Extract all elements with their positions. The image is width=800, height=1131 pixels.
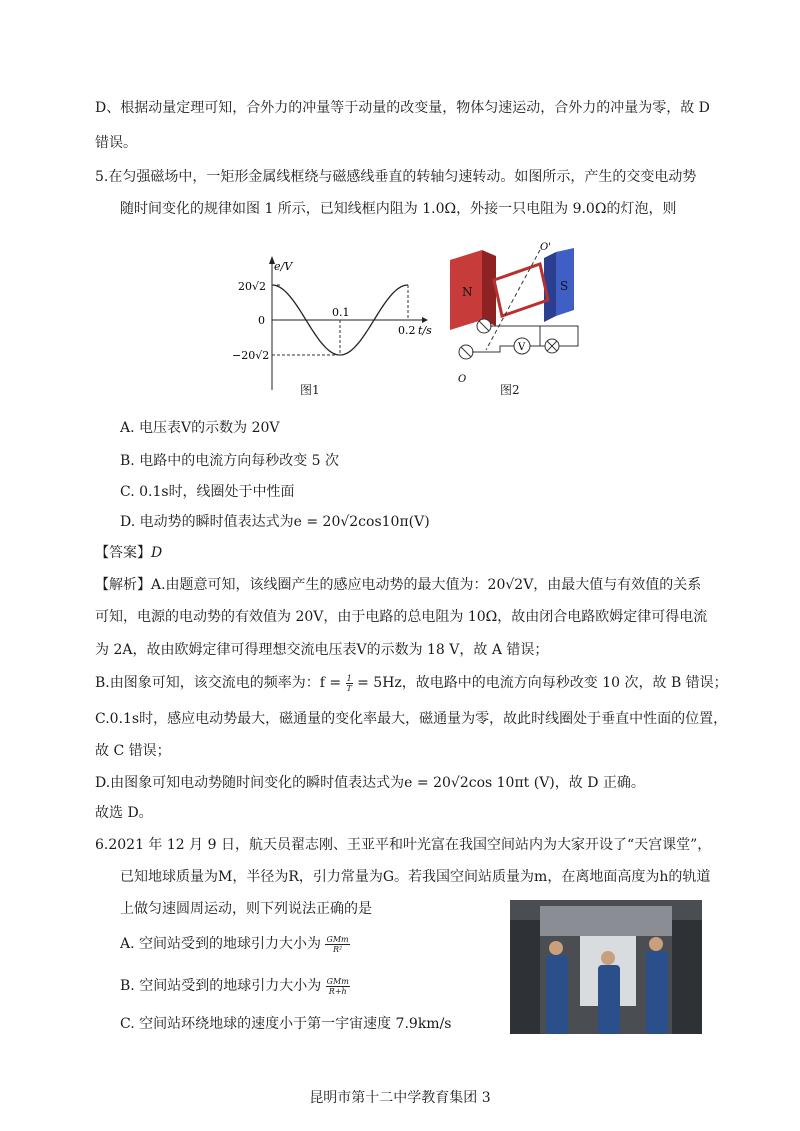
astronaut-center-head [601,951,615,965]
answer-label: 【答案】 [95,545,151,561]
figure-2-caption: 图2 [500,383,520,397]
frac-num: 1 [346,673,352,683]
frac-den: R² [332,944,343,954]
q5-stem-line2: 随时间变化的规律如图 1 所示，已知线框内阻为 1.0Ω，外接一只电阻为 9.0Ω的灯泡，则 [120,201,677,217]
coil-frame [494,264,548,316]
q6-option-c: C. 空间站环绕地球的速度小于第一宇宙速度 7.9km/s [120,1016,452,1032]
q6-stem-line3: 上做匀速圆周运动，则下列说法正确的是 [120,901,372,917]
fraction-gmm-rh [326,977,350,996]
astronaut-left-head [549,941,563,955]
q5-analysis-a-line3: 为 2A，故由欧姆定律可得理想交流电压表V的示数为 18 V，故 A 错误； [95,642,549,658]
analysis-b-pre: B.由图象可知，该交流电的频率为：f = [95,675,342,691]
q6-stem-line1: 6.2021 年 12 月 9 日，航天员翟志刚、王亚平和叶光富在我国空间站内为大家开设了“天宫课堂”， [95,837,712,853]
q5-analysis-c-line1: C.0.1s时，感应电动势最大，磁通量的变化率最大，磁通量为零，故此时线圈处于垂直中性面的位置， [95,711,728,727]
figure-2-generator [440,240,600,390]
astronaut-right-head [649,937,663,951]
q5-option-c: C. 0.1s时，线圈处于中性面 [120,484,295,500]
xlabel: t/s [418,324,432,337]
axis-bottom-label: O [458,374,467,385]
q5-analysis-a-line1 [95,575,701,595]
ytick-zero: 0 [258,314,265,327]
axis-top-label: O' [540,242,551,253]
analysis-b-post: = 5Hz，故电路中的电流方向每秒改变 10 次，故 B 错误； [357,675,728,691]
q5-conclusion: 故选 D。 [95,805,153,821]
analysis-label: 【解析】 [95,577,151,593]
astronaut-left-suit [546,955,568,1034]
ytick-bottom: −20√2 [232,349,270,362]
q5-analysis-d: D.由图象可知电动势随时间变化的瞬时值表达式为e = 20√2cos 10πt (V)，故 D 正确。 [95,775,645,791]
q5-option-d: D. 电动势的瞬时值表达式为e = 20√2cos10π(V) [120,514,430,530]
answer-value: D [151,545,163,561]
q6-opt-b-text: B. 空间站受到的地球引力大小为 [120,978,322,994]
pole-n-label: N [462,285,473,299]
space-station-photo [510,900,702,1034]
fraction-gmm-r2 [325,935,349,954]
ylabel: e/V [274,260,293,273]
module-left-wall [510,920,540,1034]
n-pole-side [482,250,496,326]
figure-1-caption: 图1 [300,383,320,397]
frac-den: T [346,683,352,693]
pole-s-label: S [560,279,569,293]
q5-analysis-a-line2: 可知，电源的电动势的有效值为 20V，由于电路的总电阻为 10Ω，故由闭合电路欧姆定律可得电流 [95,609,708,625]
q6-opt-a-text: A. 空间站受到的地球引力大小为 [120,936,322,952]
voltmeter-label: V [518,342,526,353]
ytick-top: 20√2 [238,280,267,293]
module-right-wall [672,920,702,1034]
xtick-01: 0.1 [332,306,350,319]
q5-analysis-c-line2: 故 C 错误； [95,743,171,759]
astronaut-center-suit [598,965,620,1034]
q6-option-b [120,976,350,996]
q4-d-line1: D、根据动量定理可知，合外力的冲量等于动量的改变量，物体匀速运动，合外力的冲量为零，故 D [95,100,710,116]
q6-stem-line2: 已知地球质量为M，半径为R，引力常量为G。若我国空间站质量为m，在离地面高度为h的轨道 [120,869,711,885]
astronaut-right-suit [646,951,668,1034]
q5-answer [95,543,162,563]
q5-option-a: A. 电压表V的示数为 20V [120,420,280,436]
figure-1-graph [222,250,432,400]
analysis-a-text: A.由题意可知，该线圈产生的感应电动势的最大值为：20√2V，由最大值与有效值的关系 [151,577,702,593]
frac-num: GMm [326,934,349,944]
q6-option-a [120,934,350,954]
frac-num: GMm [326,976,349,986]
xtick-02: 0.2 [398,324,416,337]
q4-d-line2: 错误。 [95,135,137,151]
fraction-1-over-t [346,674,353,693]
q5-stem-line1: 5.在匀强磁场中，一矩形金属线框绕与磁感线垂直的转轴匀速转动。如图所示，产生的交变电动势 [95,169,697,185]
module-ceiling [540,906,672,936]
x-axis-arrow [422,317,428,323]
q5-analysis-b [95,673,728,693]
frac-den: R+h [328,986,347,996]
page-footer: 昆明市第十二中学教育集团 3 [309,1090,491,1106]
q5-option-b: B. 电路中的电流方向每秒改变 5 次 [120,453,339,469]
